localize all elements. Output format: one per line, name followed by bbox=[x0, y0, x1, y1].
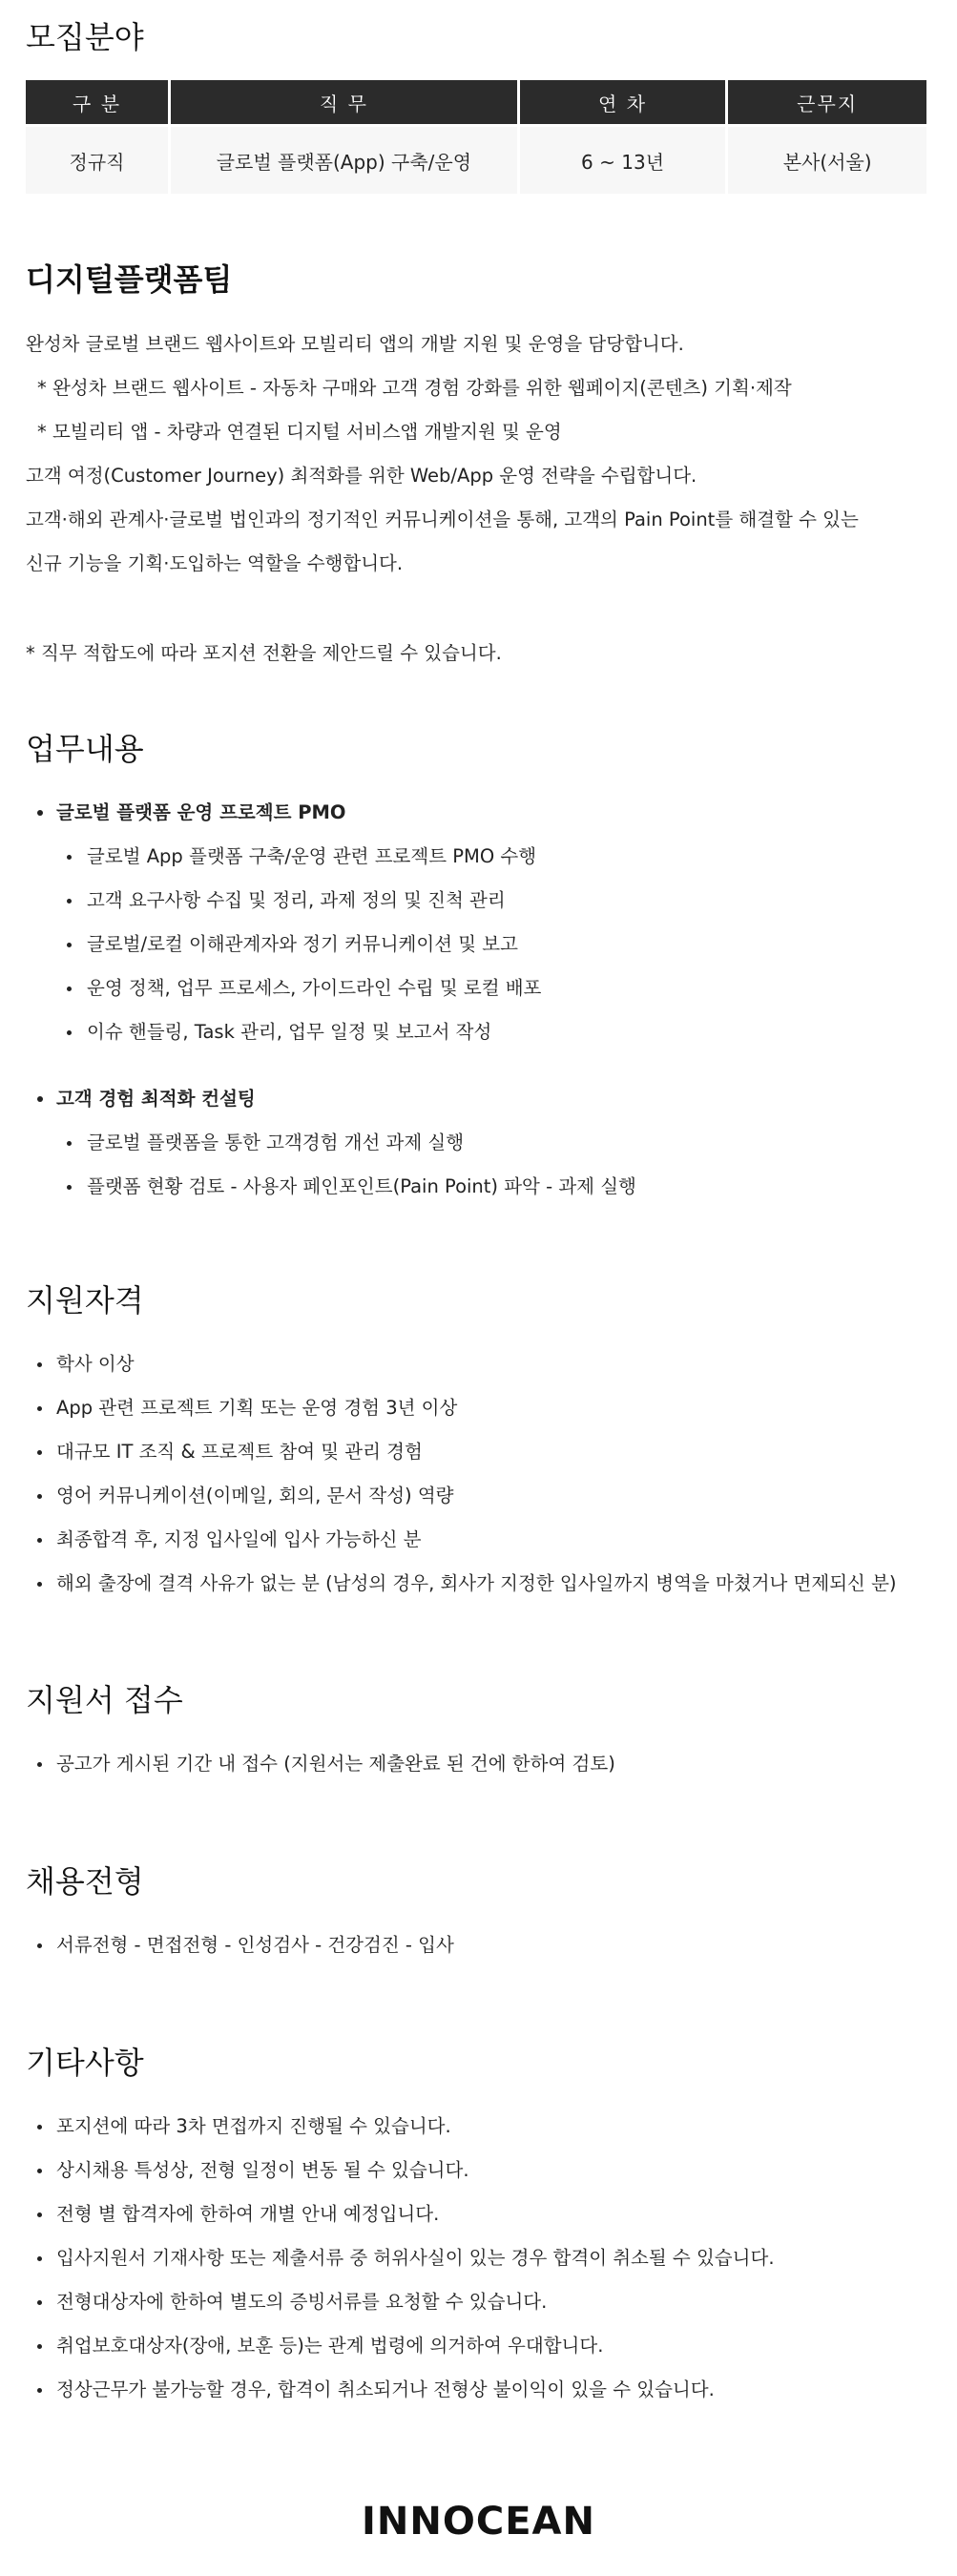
list-item: 글로벌 플랫폼을 통한 고객경험 개선 과제 실행 bbox=[26, 1121, 942, 1165]
list-item: 해외 출장에 결격 사유가 없는 분 (남성의 경우, 회사가 지정한 입사일까지 병역을 마쳤거나 면제되신 분) bbox=[26, 1562, 942, 1606]
duties-list bbox=[26, 791, 942, 1209]
team-line: 신규 기능을 기획·도입하는 역할을 수행합니다. bbox=[26, 552, 404, 574]
recruit-table-header-row bbox=[26, 80, 926, 124]
team-section-title: 디지털플랫폼팀 bbox=[26, 261, 233, 298]
header-category: 구 분 bbox=[26, 80, 168, 124]
cell-job: 글로벌 플랫폼(App) 구축/운영 bbox=[171, 124, 517, 194]
list-item: 상시채용 특성상, 전형 일정이 변동 될 수 있습니다. bbox=[26, 2149, 942, 2192]
list-item: 영어 커뮤니케이션(이메일, 회의, 문서 작성) 역량 bbox=[26, 1474, 942, 1518]
list-item: 글로벌 App 플랫폼 구축/운영 관련 프로젝트 PMO 수행 bbox=[26, 835, 942, 879]
team-line: 고객 여정(Customer Journey) 최적화를 위한 Web/App 운영 전략을 수립합니다. bbox=[26, 465, 697, 487]
recruit-section-title: 모집분야 bbox=[26, 19, 144, 55]
team-note bbox=[26, 632, 932, 675]
innocean-logo: INNOCEAN bbox=[362, 2500, 595, 2544]
list-item: 서류전형 - 면접전형 - 인성검사 - 건강검진 - 입사 bbox=[26, 1923, 942, 1967]
list-item: 전형대상자에 한하여 별도의 증빙서류를 요청할 수 있습니다. bbox=[26, 2280, 942, 2324]
qualifications-list bbox=[26, 1342, 942, 1606]
team-line: * 완성차 브랜드 웹사이트 - 자동차 구매와 고객 경험 강화를 위한 웹페이지(콘텐츠) 기획·제작 bbox=[37, 377, 792, 399]
application-section-title: 지원서 접수 bbox=[26, 1682, 183, 1718]
team-note-text: * 직무 적합도에 따라 포지션 전환을 제안드릴 수 있습니다. bbox=[26, 642, 502, 664]
cell-years: 6 ~ 13년 bbox=[520, 124, 726, 194]
header-job: 직 무 bbox=[171, 80, 517, 124]
team-line: 완성차 글로벌 브랜드 웹사이트와 모빌리티 앱의 개발 지원 및 운영을 담당합니다. bbox=[26, 333, 684, 355]
duties-section-title: 업무내용 bbox=[26, 731, 144, 767]
team-line: * 모빌리티 앱 - 차량과 연결된 디지털 서비스앱 개발지원 및 운영 bbox=[37, 421, 562, 443]
duties-group-head: 고객 경험 최적화 컨설팅 bbox=[26, 1077, 942, 1121]
team-description bbox=[26, 322, 932, 586]
cell-category: 정규직 bbox=[26, 124, 168, 194]
list-item: 취업보호대상자(장애, 보훈 등)는 관계 법령에 의거하여 우대합니다. bbox=[26, 2324, 942, 2368]
list-item: 플랫폼 현황 검토 - 사용자 페인포인트(Pain Point) 파악 - 과제 실행 bbox=[26, 1165, 942, 1209]
team-line: 고객·해외 관계사·글로벌 법인과의 정기적인 커뮤니케이션을 통해, 고객의 Pain Point를 해결할 수 있는 bbox=[26, 509, 859, 530]
header-location: 근무지 bbox=[728, 80, 926, 124]
list-item: 이슈 핸들링, Task 관리, 업무 일정 및 보고서 작성 bbox=[26, 1010, 942, 1054]
etc-section-title: 기타사항 bbox=[26, 2045, 144, 2081]
list-item: 운영 정책, 업무 프로세스, 가이드라인 수립 및 로컬 배포 bbox=[26, 966, 942, 1010]
list-item: 최종합격 후, 지정 입사일에 입사 가능하신 분 bbox=[26, 1518, 942, 1562]
list-item: 학사 이상 bbox=[26, 1342, 942, 1386]
duties-group-head: 글로벌 플랫폼 운영 프로젝트 PMO bbox=[26, 791, 942, 835]
process-section-title: 채용전형 bbox=[26, 1863, 144, 1900]
process-list bbox=[26, 1923, 942, 1967]
list-item: App 관련 프로젝트 기획 또는 운영 경험 3년 이상 bbox=[26, 1386, 942, 1430]
list-item: 정상근무가 불가능할 경우, 합격이 취소되거나 전형상 불이익이 있을 수 있습니다. bbox=[26, 2368, 942, 2412]
list-item: 입사지원서 기재사항 또는 제출서류 중 허위사실이 있는 경우 합격이 취소될 수 있습니다. bbox=[26, 2236, 942, 2280]
application-list bbox=[26, 1742, 942, 1786]
header-years: 연 차 bbox=[520, 80, 726, 124]
list-item: 글로벌/로컬 이해관계자와 정기 커뮤니케이션 및 보고 bbox=[26, 923, 942, 966]
cell-location: 본사(서울) bbox=[728, 124, 926, 194]
qualifications-section-title: 지원자격 bbox=[26, 1282, 144, 1319]
list-item: 고객 요구사항 수집 및 정리, 과제 정의 및 진척 관리 bbox=[26, 879, 942, 923]
recruit-table bbox=[23, 80, 929, 194]
list-item: 전형 별 합격자에 한하여 개별 안내 예정입니다. bbox=[26, 2192, 942, 2236]
list-item: 공고가 게시된 기간 내 접수 (지원서는 제출완료 된 건에 한하여 검토) bbox=[26, 1742, 942, 1786]
list-item: 포지션에 따라 3차 면접까지 진행될 수 있습니다. bbox=[26, 2105, 942, 2149]
list-item: 대규모 IT 조직 & 프로젝트 참여 및 관리 경험 bbox=[26, 1430, 942, 1474]
recruit-table-row bbox=[26, 124, 926, 194]
etc-list bbox=[26, 2105, 942, 2412]
